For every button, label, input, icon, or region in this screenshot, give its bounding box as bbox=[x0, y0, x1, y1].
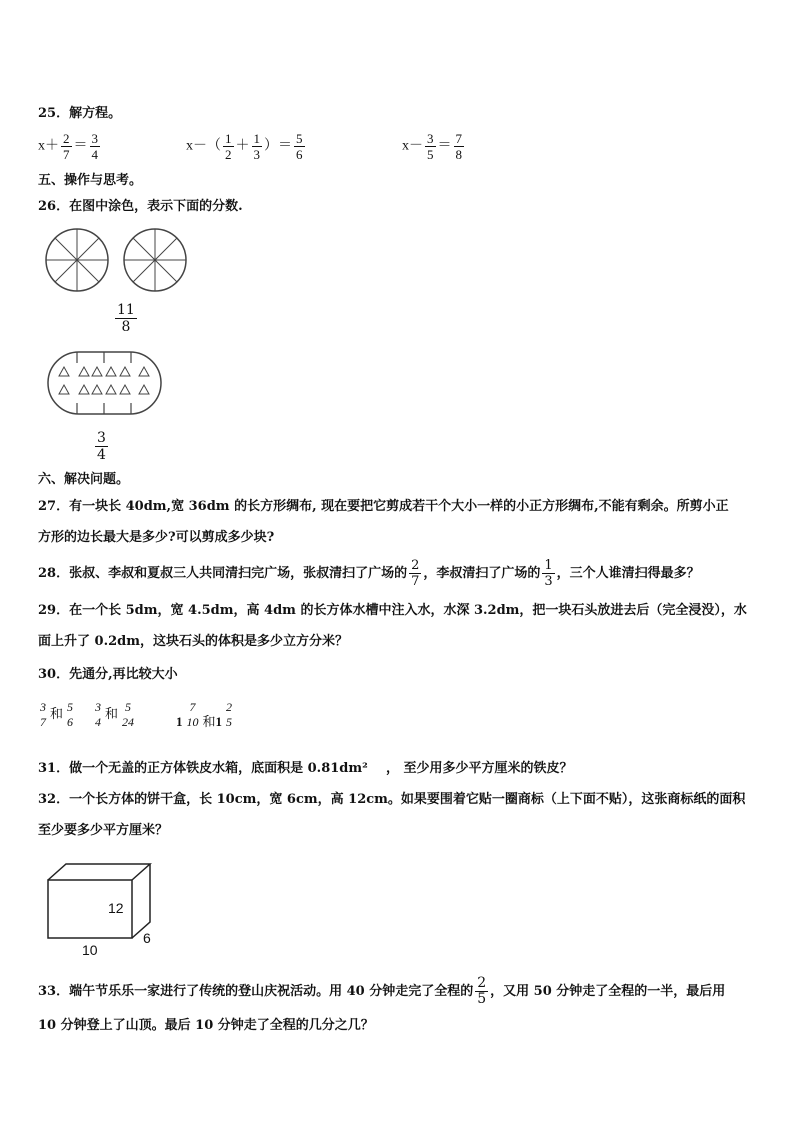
q28-fraction-2: $\frac{1}{3}$ bbox=[544, 558, 553, 589]
circles-figure bbox=[44, 228, 204, 296]
eq1-prefix: x＋ bbox=[38, 138, 59, 154]
compare-pair-2: 3 4 和 5 24 bbox=[95, 700, 135, 729]
eq3-fraction-b: $\frac{7}{8}$ bbox=[455, 131, 462, 162]
cuboid-figure bbox=[46, 862, 156, 942]
q28-line bbox=[38, 557, 700, 591]
eq2-plus: ＋ bbox=[235, 138, 250, 154]
q28-part-1: 28．张叔、李叔和夏叔三人共同清扫完广场，张叔清扫了广场的 bbox=[38, 566, 408, 581]
compare-pair-3: 1 7 10 和1 2 5 bbox=[176, 700, 233, 729]
eq1-fraction-b: $\frac{3}{4}$ bbox=[91, 131, 98, 162]
q28-fraction-1: $\frac{2}{7}$ bbox=[411, 558, 420, 589]
circle-right bbox=[124, 229, 186, 291]
q33-line-1 bbox=[38, 974, 725, 1010]
eq2-fraction-a: $\frac{1}{2}$ bbox=[225, 131, 232, 162]
q26-label: 26．在图中涂色，表示下面的分数. bbox=[38, 199, 243, 214]
q27-line-1: 27．有一块长 40dm,宽 36dm 的长方形绸布, 现在要把它剪成若干个大小一样的小正方形绸布,不能有剩余。所剪小正 bbox=[38, 499, 729, 514]
q30-label: 30．先通分,再比较大小 bbox=[38, 667, 178, 682]
eq1-fraction-a: $\frac{2}{7}$ bbox=[63, 131, 70, 162]
q29-line-1: 29．在一个长 5dm，宽 4.5dm，高 4dm 的长方体水槽中注入水，水深 3.2dm，把一块石头放进去后（完全浸没），水 bbox=[38, 603, 747, 618]
eq2-prefix: x－（ bbox=[186, 138, 221, 154]
q32-line-2: 至少要多少平方厘米？ bbox=[38, 823, 169, 838]
eq3-prefix: x－ bbox=[402, 138, 423, 154]
q27-line-2: 方形的边长最大是多少?可以剪成多少块? bbox=[38, 530, 275, 545]
q28-part-3: ，三个人谁清扫得最多？ bbox=[556, 566, 700, 581]
cuboid-width-label: 6 bbox=[143, 930, 151, 946]
eq2-fraction-c: $\frac{5}{6}$ bbox=[296, 131, 303, 162]
cuboid-height-label: 12 bbox=[108, 900, 124, 916]
q32-line-1: 32．一个长方体的饼干盒，长 10cm，宽 6cm，高 12cm。如果要围着它贴一圈商标（上下面不贴），这张商标纸的面积 bbox=[38, 792, 746, 807]
fraction-eleven-eighths: $\frac{11}{8}$ bbox=[117, 302, 135, 335]
q31-part-1: 31．做一个无盖的正方体铁皮水箱，底面积是 0.81dm² bbox=[38, 761, 368, 776]
fraction-three-quarters: $\frac{3}{4}$ bbox=[97, 430, 106, 463]
equation-1 bbox=[38, 131, 102, 162]
eq2-close: ）＝ bbox=[264, 138, 292, 154]
eq1-equals: ＝ bbox=[73, 138, 88, 154]
equation-3 bbox=[402, 131, 466, 162]
q31-line bbox=[38, 761, 572, 777]
eq3-fraction-a: $\frac{3}{5}$ bbox=[427, 131, 434, 162]
q33-line-2: 10 分钟登上了山顶。最后 10 分钟走了全程的几分之几？ bbox=[38, 1018, 374, 1033]
cuboid-length-label: 10 bbox=[82, 942, 98, 958]
q29-line-2: 面上升了 0.2dm，这块石头的体积是多少立方分米？ bbox=[38, 634, 348, 649]
q31-part-2: ， 至少用多少平方厘米的铁皮？ bbox=[385, 761, 573, 776]
compare-pair-1: 3 7 和 5 6 bbox=[40, 700, 74, 729]
q28-part-2: ，李叔清扫了广场的 bbox=[423, 566, 541, 581]
section-five-heading: 五、操作与思考。 bbox=[38, 173, 143, 188]
equation-2 bbox=[186, 131, 307, 162]
q33-fraction: $\frac{2}{5}$ bbox=[477, 975, 487, 1007]
triangles-figure bbox=[47, 348, 163, 416]
section-six-heading: 六、解决问题。 bbox=[38, 472, 130, 487]
q33-part-1: 33．端午节乐乐一家进行了传统的登山庆祝活动。用 40 分钟走完了全程的 bbox=[38, 984, 474, 999]
eq3-equals: ＝ bbox=[437, 138, 452, 154]
q33-part-2: ，又用 50 分钟走了全程的一半，最后用 bbox=[490, 984, 726, 999]
circle-left bbox=[46, 229, 108, 291]
eq2-fraction-b: $\frac{1}{3}$ bbox=[253, 131, 260, 162]
q25-label: 25．解方程。 bbox=[38, 106, 122, 121]
